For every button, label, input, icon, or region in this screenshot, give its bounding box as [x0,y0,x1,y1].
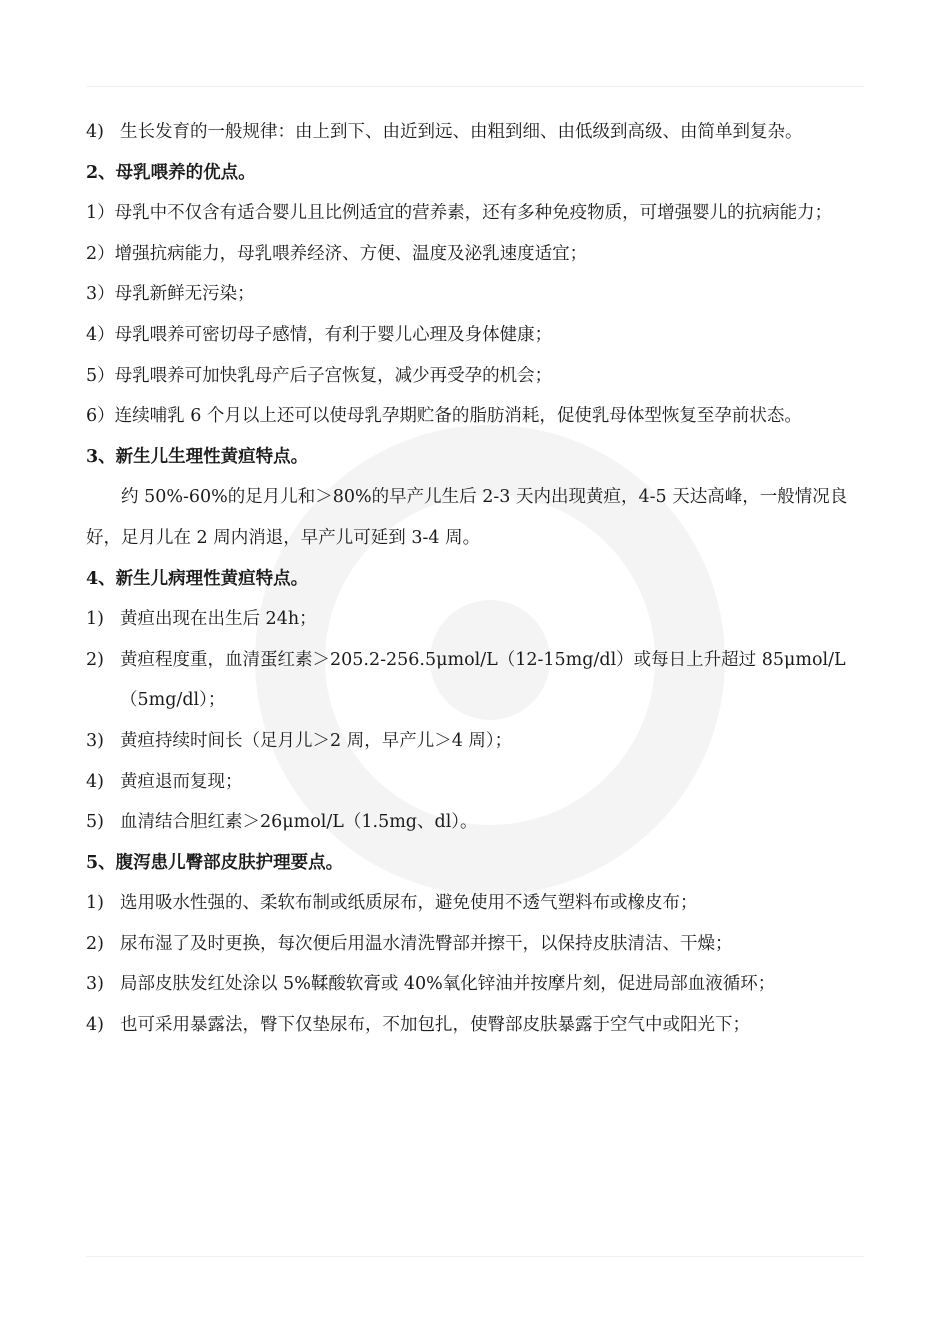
list-item: 6）连续哺乳 6 个月以上还可以使母乳孕期贮备的脂肪消耗，促使乳母体型恢复至孕前状态。 [86,406,802,427]
list-item: 1) 选用吸水性强的、柔软布制或纸质尿布，避免使用不透气塑料布或橡皮布； [86,893,698,914]
footer-rule [86,1256,864,1257]
section-heading: 2、母乳喂养的优点。 [86,162,256,183]
list-item: 4）母乳喂养可密切母子感情，有利于婴儿心理及身体健康； [86,324,553,345]
section-paragraph: 约 50%-60%的足月儿和＞80%的早产儿生后 2-3 天内出现黄疸，4-5 天达高峰，一般情况良好，足月儿在 2 周内消退，早产儿可延到 3-4 周。 [86,487,848,548]
list-item: 5) 血清结合胆红素＞26μmol/L（1.5mg、dl）。 [86,812,478,833]
document-body [86,112,866,1046]
list-item: 1）母乳中不仅含有适合婴儿且比例适宜的营养素，还有多种免疫物质，可增强婴儿的抗病能力； [86,203,833,224]
list-item: 2) 黄疸程度重，血清蛋红素＞205.2-256.5μmol/L（12-15mg/dl）或每日上升超过 85μmol/L（5mg/dl）； [86,649,846,711]
section-heading: 5、腹泻患儿臀部皮肤护理要点。 [86,852,344,873]
header-rule [86,86,864,87]
list-item: 3) 黄疸持续时间长（足月儿＞2 周，早产儿＞4 周）； [86,730,513,751]
list-item: 1) 黄疸出现在出生后 24h； [86,609,317,630]
section-heading: 4、新生儿病理性黄疸特点。 [86,568,309,589]
list-item: 2) 尿布湿了及时更换，每次便后用温水清洗臀部并擦干，以保持皮肤清洁、干燥； [86,933,733,954]
list-item: 2）增强抗病能力，母乳喂养经济、方便、温度及泌乳速度适宜； [86,243,588,264]
section-heading: 3、新生儿生理性黄疸特点。 [86,446,309,467]
list-item: 4) 也可采用暴露法，臀下仅垫尿布，不加包扎，使臀部皮肤暴露于空气中或阳光下； [86,1015,750,1036]
list-item: 4) 生长发育的一般规律：由上到下、由近到远、由粗到细、由低级到高级、由简单到复杂。 [86,122,803,142]
list-item: 3) 局部皮肤发红处涂以 5%鞣酸软膏或 40%氧化锌油并按摩片刻，促进局部血液循环； [86,974,776,995]
list-item: 3）母乳新鲜无污染； [86,284,255,305]
list-item: 5）母乳喂养可加快乳母产后子宫恢复，减少再受孕的机会； [86,365,553,386]
list-item: 4) 黄疸退而复现； [86,771,243,792]
